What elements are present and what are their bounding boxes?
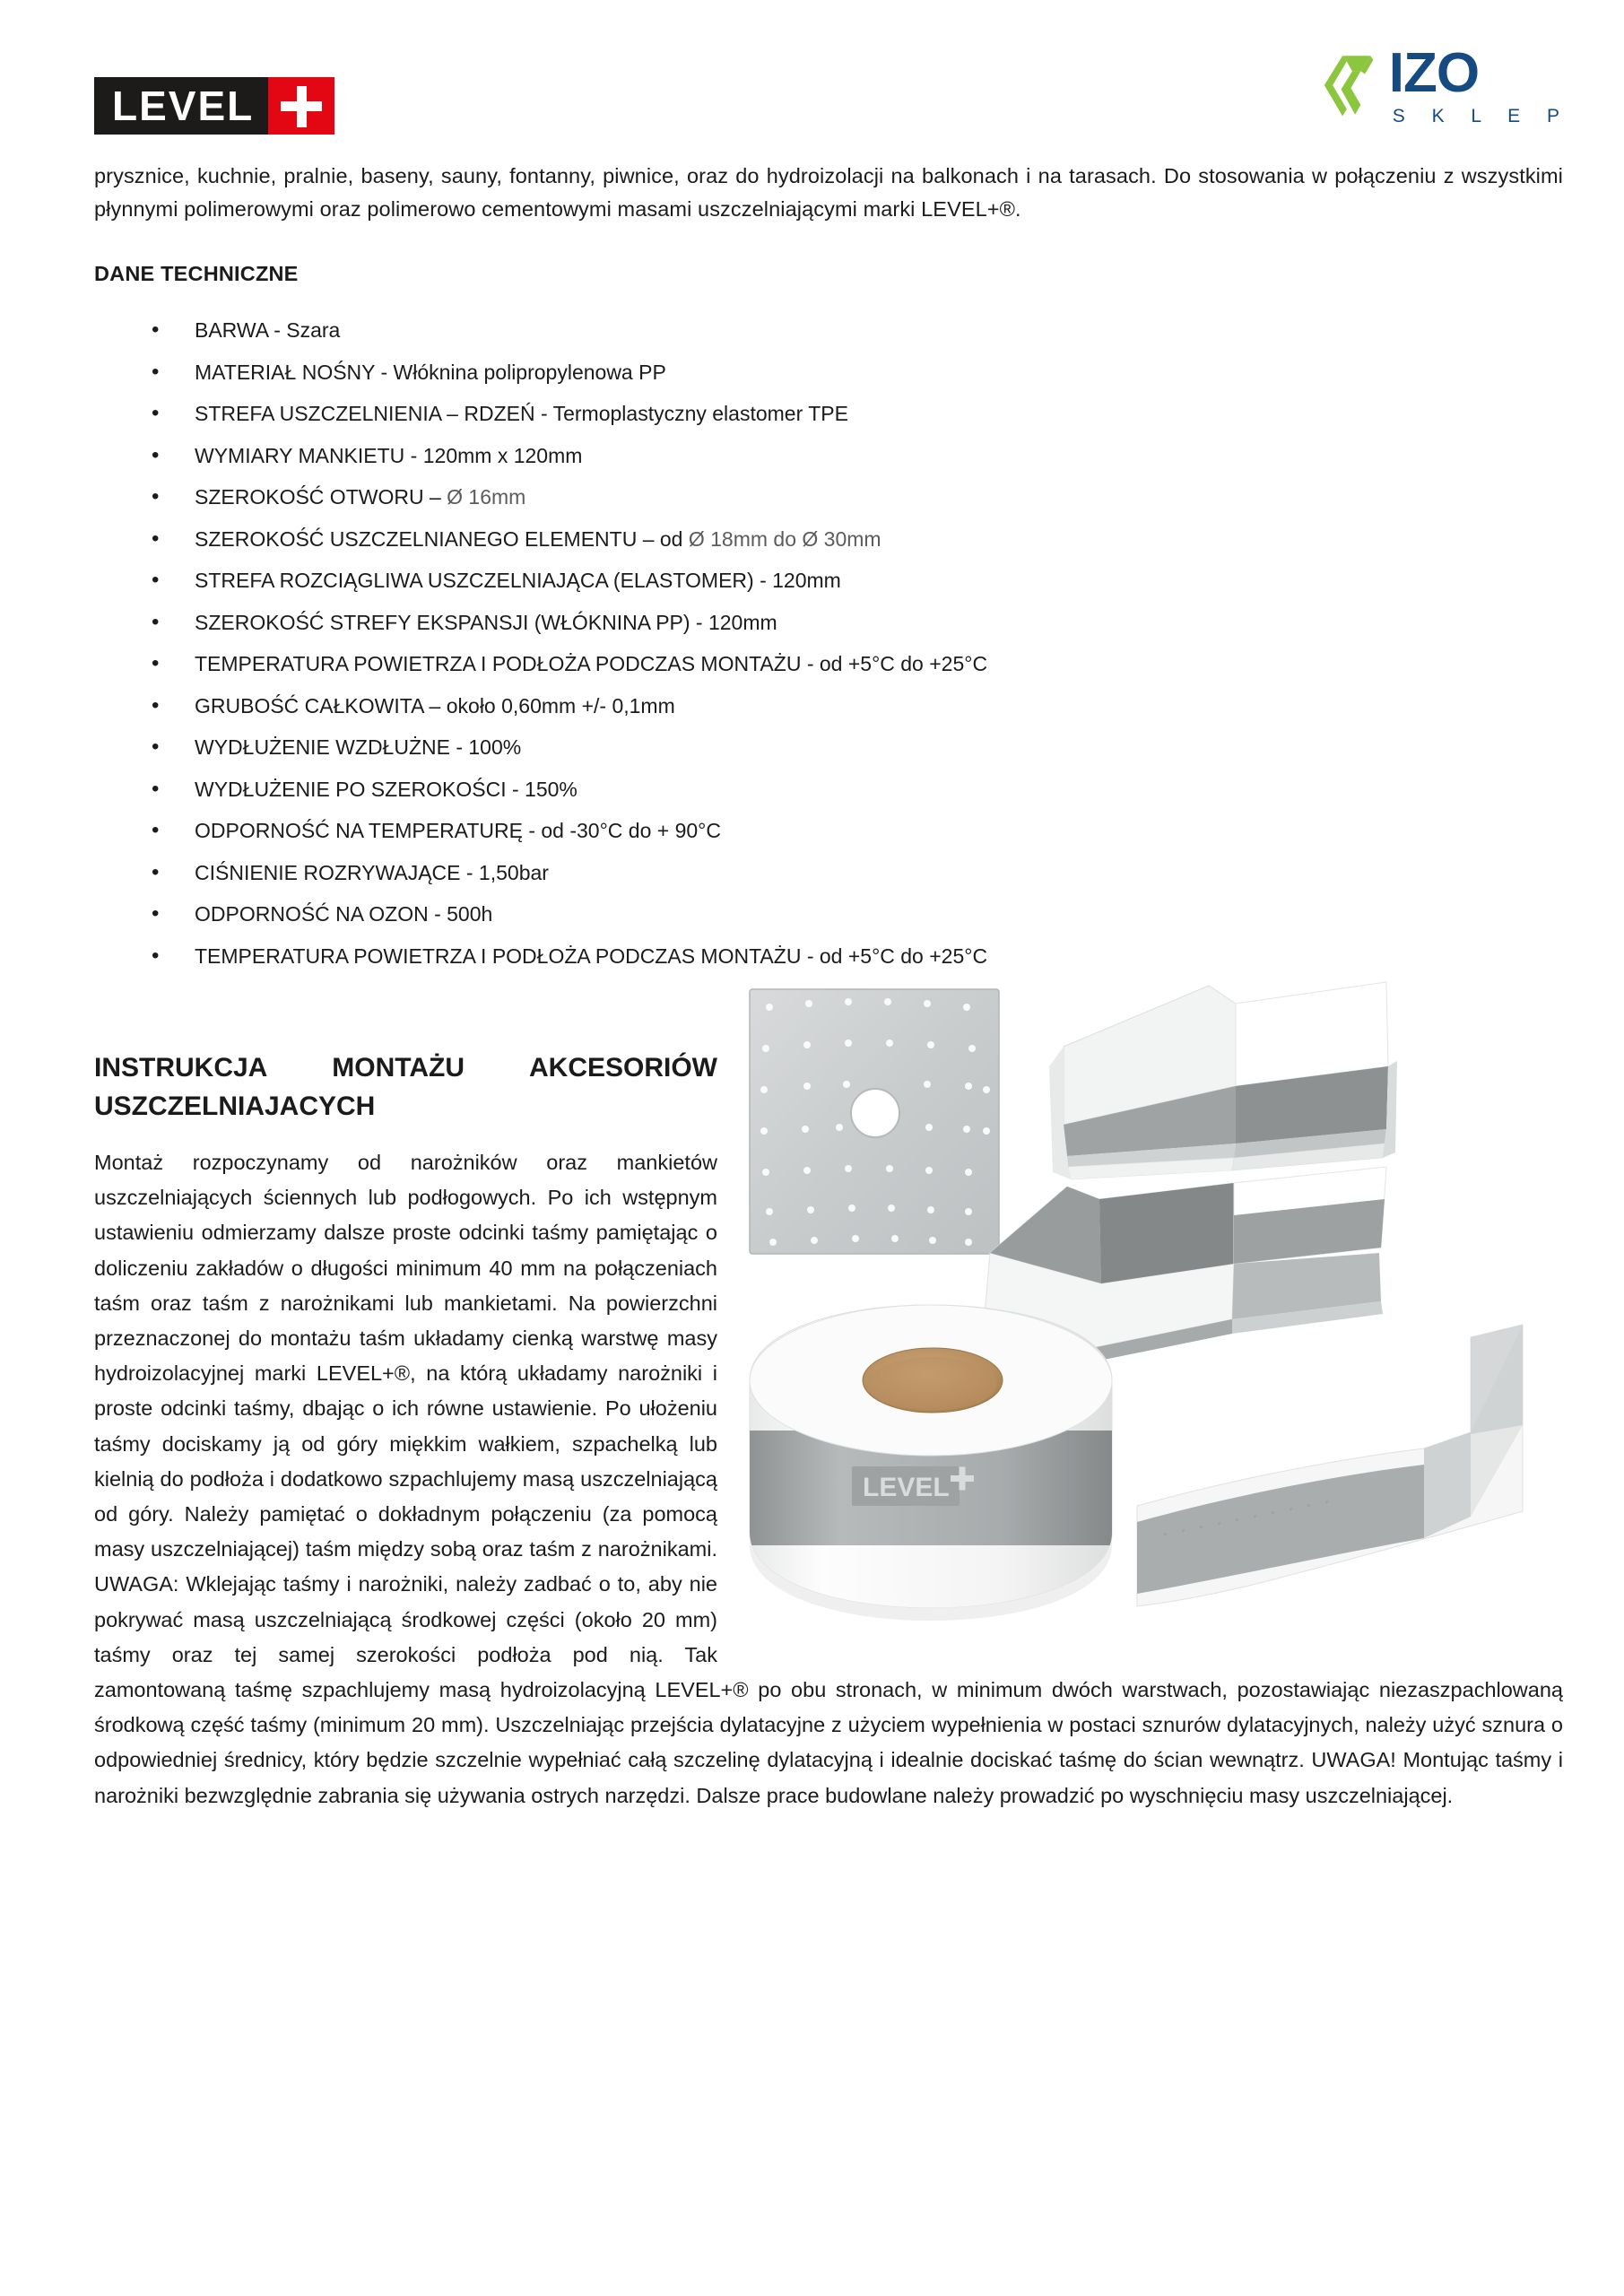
document-content <box>0 160 1624 1813</box>
izo-wordmark <box>1388 42 1570 127</box>
installation-body-paragraph: Montaż rozpoczynamy od narożników oraz mankietów uszczelniających ściennych lub podłogowych. Po ich wstępnym ustawieniu odmierzamy dalsze proste odcinki taśmy pamiętając o doliczeniu zakładów o długości minimum 40 mm na połączeniach taśm oraz taśm z narożnikami lub mankietami. Na powierzchni przeznaczonej do montażu taśm układamy cienką warstwę masy hydroizolacyjnej marki LEVEL+®, na którą układamy narożniki i proste odcinki taśmy, dbając o ich równe ustawienie. Po ułożeniu taśmy dociskamy ją od góry miękkim wałkiem, szpachelką lub kielnią do podłoża i dodatkowo szpachlujemy masą uszczelniającą od góry. Należy pamiętać o dokładnym połączeniu (za pomocą masy uszczelniającej) taśm między sobą oraz taśm z narożnikami. UWAGA: Wklejając taśmy i narożniki, należy zadbać o to, aby nie pokrywać masą uszczelniającą środkowej części (około 20 mm) taśmy oraz tej samej szerokości podłoża pod nią. Tak zamontowaną taśmę szpachlujemy masą hydroizolacyjną LEVEL+® po obu stronach, w minimum dwóch warstwach, pozostawiając niezaszpachlowaną środkową część taśmy (minimum 20 mm). Uszczelniając przejścia dylatacyjne z użyciem wypełnienia w postaci sznurów dylatacyjnych, należy użyć sznura o odpowiedniej średnicy, który będzie szczelnie wypełniać całą szczelinę dylatacyjną i idealnie dociskać taśmę do ścian wewnątrz. UWAGA! Montując taśmy i narożniki bezwzględnie zabrania się używania ostrych narzędzi. Dalsze prace budowlane należy prowadzić po wyschnięciu masy uszczelniającej. <box>94 1151 1563 1807</box>
spec-item-value: Ø 16mm <box>447 485 526 509</box>
spec-item <box>94 309 1563 352</box>
spec-item-label: BARWA - Szara <box>195 318 341 342</box>
izo-hexagon-alpha-icon <box>1317 50 1387 120</box>
spec-item <box>94 393 1563 435</box>
izo-logo-word: IZO <box>1388 42 1480 104</box>
spec-item <box>94 602 1563 644</box>
tape-strip <box>1137 1325 1523 1606</box>
level-logo-plus-icon <box>268 77 334 135</box>
spec-item <box>94 435 1563 477</box>
plus-bar-vertical <box>297 86 307 127</box>
installation-heading <box>94 1048 847 1126</box>
spec-item <box>94 726 1563 769</box>
spec-item-label: GRUBOŚĆ CAŁKOWITA – około 0,60mm +/- 0,1mm <box>195 693 675 718</box>
tape-roll <box>750 1305 1112 1621</box>
level-plus-logo <box>94 77 334 135</box>
spec-item-label: WYDŁUŻENIE WZDŁUŻNE - 100% <box>195 735 522 759</box>
spec-item-label: ODPORNOŚĆ NA TEMPERATURĘ - od -30°C do + 90°C <box>195 819 721 842</box>
spec-item-label: TEMPERATURA POWIETRZA I PODŁOŻA PODCZAS MONTAŻU - od +5°C do +25°C <box>195 652 988 675</box>
spec-item <box>94 685 1563 727</box>
spec-item-label: SZEROKOŚĆ OTWORU – <box>195 485 447 509</box>
spec-item <box>94 769 1563 811</box>
spec-item-label: MATERIAŁ NOŚNY - Włóknina polipropylenowa PP <box>195 360 666 384</box>
spec-item <box>94 893 1563 935</box>
level-logo-word: LEVEL <box>94 77 268 135</box>
spec-item-label: TEMPERATURA POWIETRZA I PODŁOŻA PODCZAS MONTAŻU - od +5°C do +25°C <box>195 944 988 968</box>
spec-item-label: CIŚNIENIE ROZRYWAJĄCE - 1,50bar <box>195 860 549 884</box>
spec-item-label: SZEROKOŚĆ STREFY EKSPANSJI (WŁÓKNINA PP) - 120mm <box>195 610 777 634</box>
installation-heading-line2: USZCZELNIAJACYCH <box>94 1091 376 1121</box>
spec-item <box>94 518 1563 561</box>
spec-item <box>94 810 1563 852</box>
spec-item <box>94 560 1563 602</box>
spec-item <box>94 643 1563 685</box>
installation-heading-line1: INSTRUKCJA MONTAŻU AKCESORIÓW <box>94 1053 717 1083</box>
spec-item-label: WYDŁUŻENIE PO SZEROKOŚCI - 150% <box>195 777 578 801</box>
outer-corner-piece <box>1049 982 1397 1179</box>
spec-item-label: WYMIARY MANKIETU - 120mm x 120mm <box>195 443 583 467</box>
page-header <box>0 0 1624 160</box>
sealing-tape-roll-figure <box>743 1298 1585 1639</box>
spec-item-label: SZEROKOŚĆ USZCZELNIANEGO ELEMENTU – od <box>195 526 689 551</box>
intro-paragraph: prysznice, kuchnie, pralnie, baseny, sauny, fontanny, piwnice, oraz do hydroizolacji na balkonach i na tarasach. Do stosowania w połączeniu z wszystkimi płynnymi polimerowymi oraz polimerowo cementowymi masami uszczelniającymi marki LEVEL+®. <box>94 164 1563 221</box>
spec-item-value: Ø 18mm do Ø 30mm <box>688 526 881 551</box>
technical-data-heading: DANE TECHNICZNE <box>94 262 299 285</box>
spec-item-label: STREFA ROZCIĄGLIWA USZCZELNIAJĄCA (ELASTOMER) - 120mm <box>195 569 841 592</box>
product-figures-group <box>743 968 1599 1636</box>
spec-item <box>94 852 1563 894</box>
izo-logo-subtitle: S K L E P <box>1392 106 1570 126</box>
izo-sklep-logo <box>1317 42 1570 127</box>
installation-instructions-section <box>94 1048 1563 1813</box>
technical-specs-list <box>94 309 1563 977</box>
spec-item <box>94 476 1563 518</box>
roll-logo-text: LEVEL <box>863 1473 950 1502</box>
spec-item-label: STREFA USZCZELNIENIA – RDZEŃ - Termoplastyczny elastomer TPE <box>195 402 848 425</box>
spec-item-label: ODPORNOŚĆ NA OZON - 500h <box>195 902 493 926</box>
spec-item <box>94 352 1563 394</box>
